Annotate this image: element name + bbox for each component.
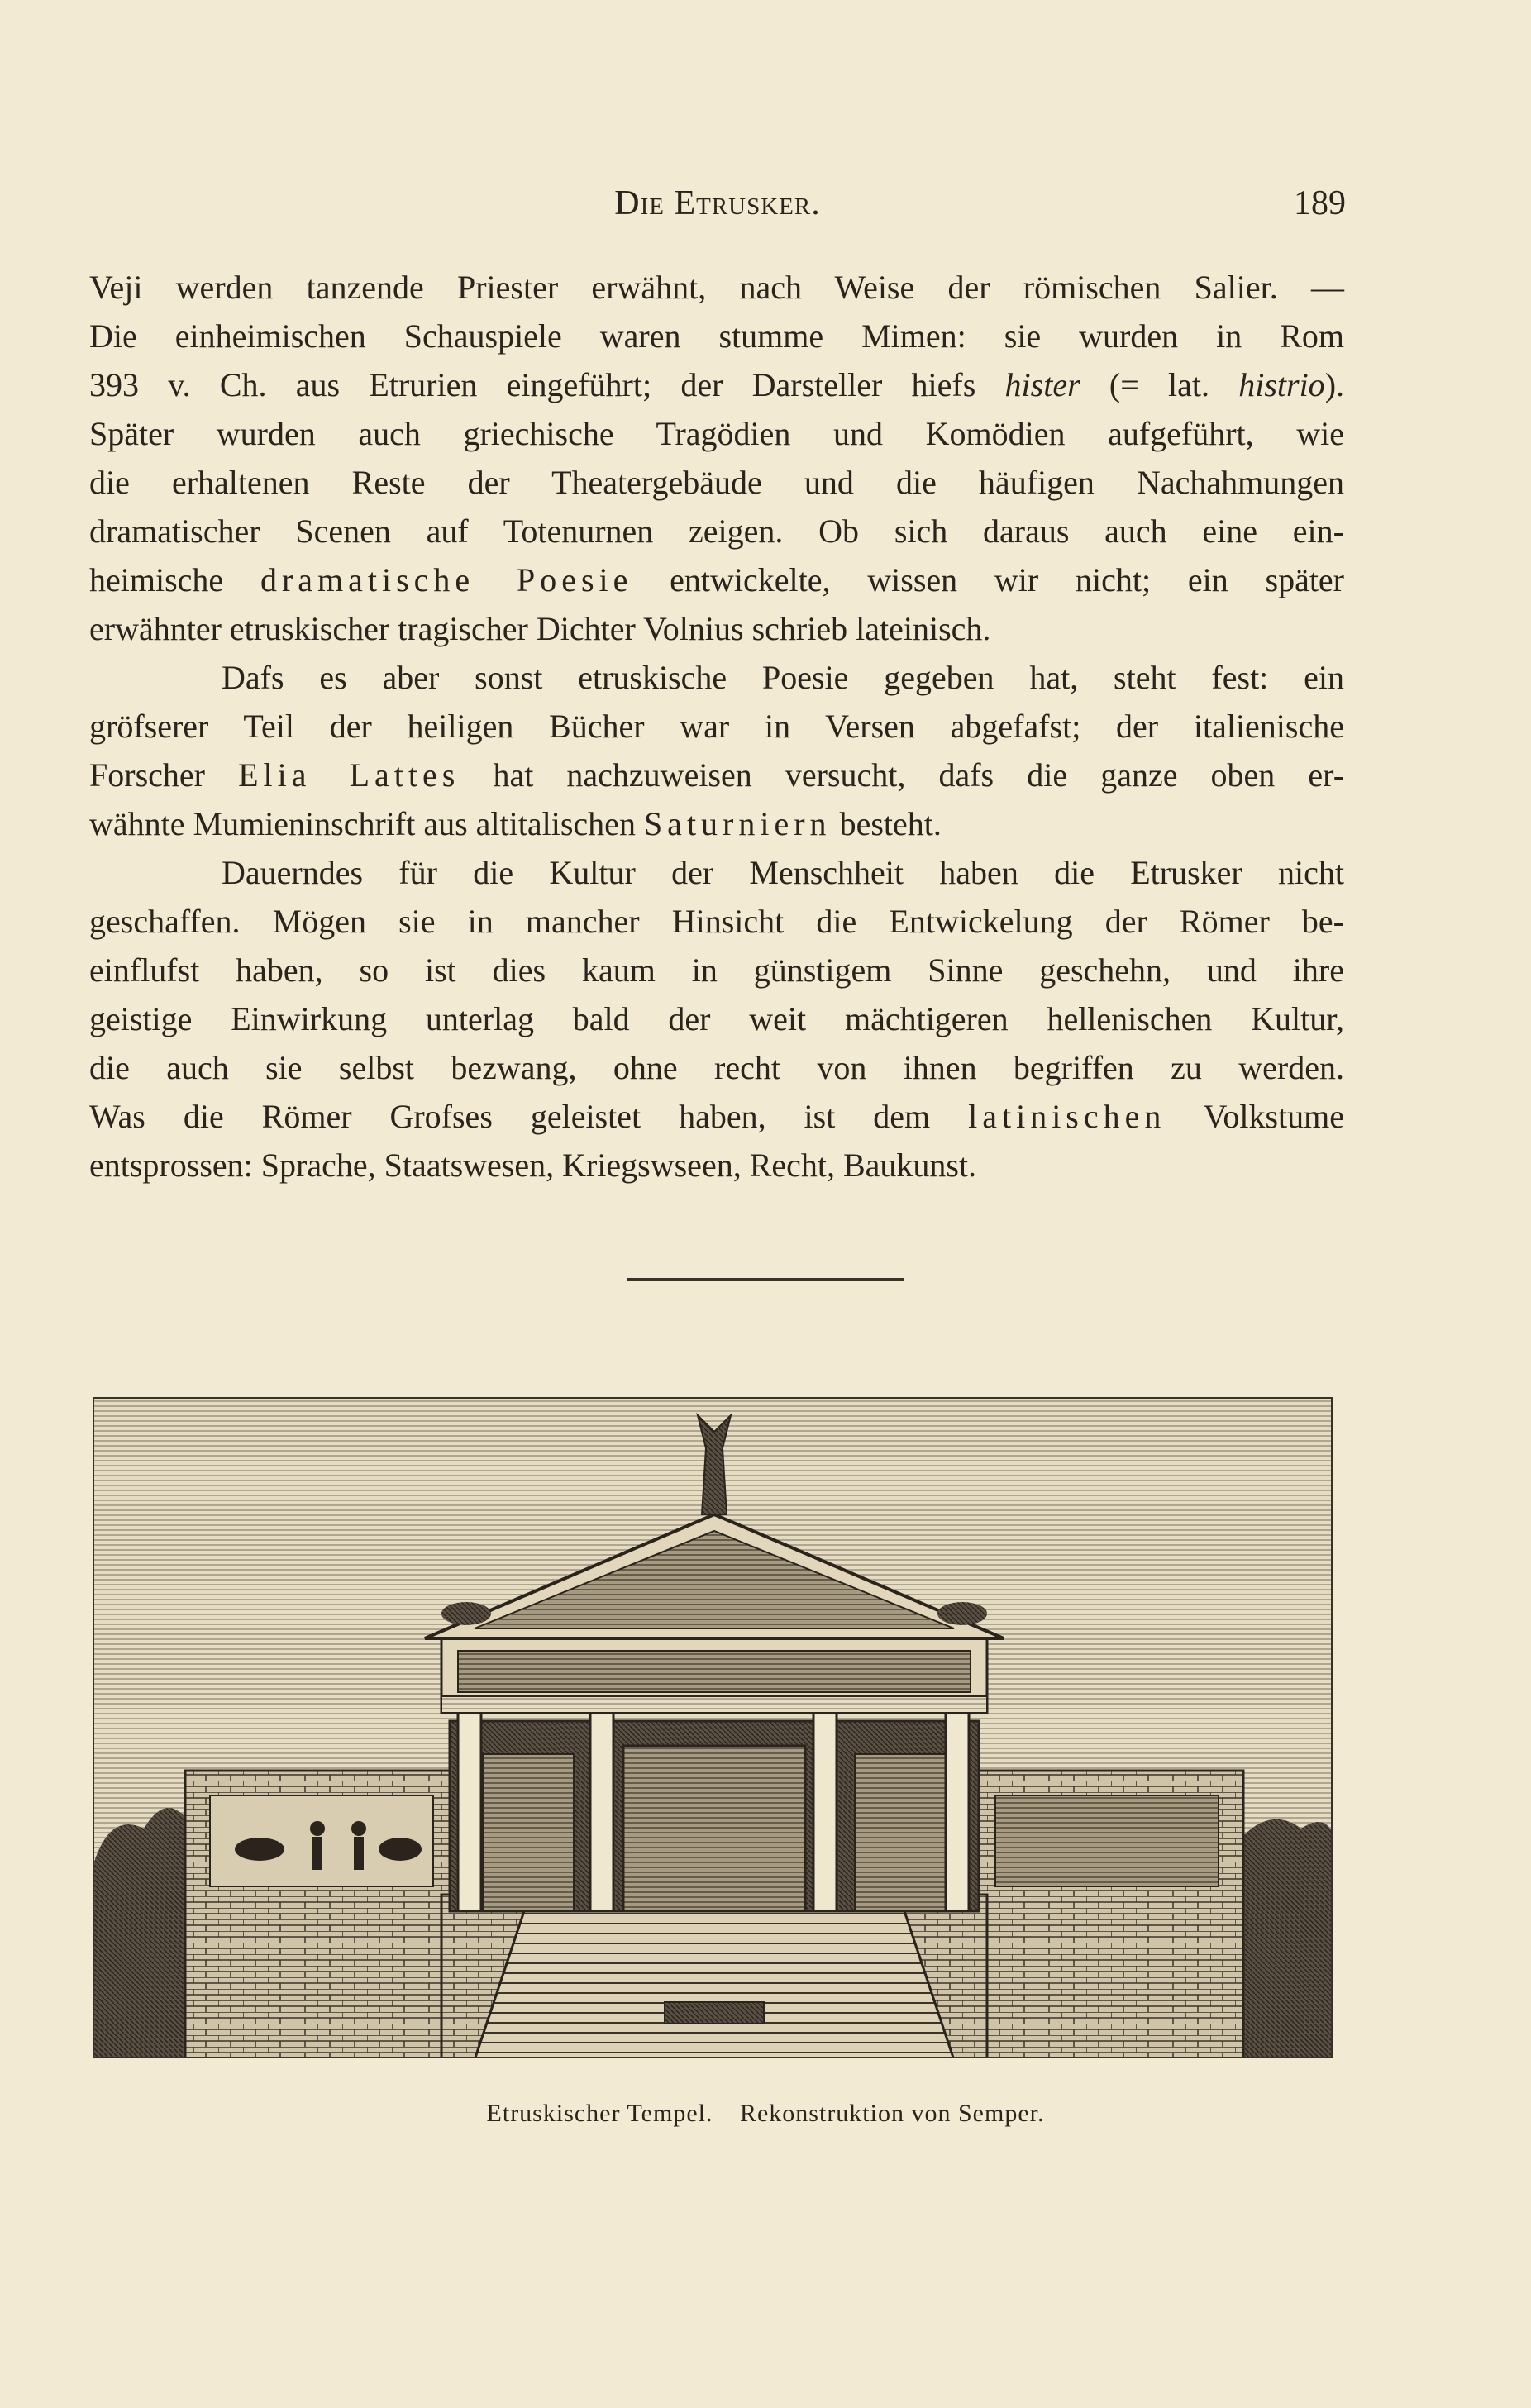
text-line: Die einheimischen Schauspiele waren stumme Mimen: sie wurden in Rom (89, 317, 1344, 355)
text-line: geschaffen. Mögen sie in mancher Hinsicht die Entwickelung der Römer be- (89, 903, 1344, 940)
acroterion-left (441, 1602, 491, 1625)
caption-credit: Rekonstruktion von Semper. (739, 2100, 1045, 2127)
text-line: die auch sie selbst bezwang, ohne recht von ihnen begriffen zu werden. (89, 1049, 1344, 1086)
text-line: gröfserer Teil der heiligen Bücher war in Versen abgefafst; der italienische (89, 708, 1344, 745)
text-line: entsprossen: Sprache, Staatswesen, Kriegswseen, Recht, Baukunst. (89, 1147, 977, 1184)
text-line: erwähnter etruskischer tragischer Dichter Volnius schrieb lateinisch. (89, 610, 991, 647)
entablature-cornice (441, 1696, 987, 1713)
tree-right (1235, 1819, 1333, 2058)
text-line: einflufst haben, so ist dies kaum in günstigem Sinne geschehn, und ihre (89, 951, 1344, 989)
acroterion-right (937, 1602, 987, 1625)
text-line: geistige Einwirkung unterlag bald der weit mächtigeren hellenischen Kultur, (89, 1000, 1344, 1037)
right-door (855, 1754, 946, 1911)
text-line: Dauerndes für die Kultur der Menschheit haben die Etrusker nicht (222, 854, 1344, 891)
text-line: Forscher Elia Lattes hat nachzuweisen versucht, dafs die ganze oben er- (89, 756, 1345, 794)
temple-steps (475, 1911, 954, 2058)
text-line: Was die Römer Grofses geleistet haben, ist dem latinischen Volkstume (89, 1098, 1344, 1135)
tree-left (94, 1808, 193, 2058)
caption-title: Etruskischer Tempel. (486, 2100, 713, 2127)
page-header (89, 184, 1346, 233)
text-line: 393 v. Ch. aus Etrurien eingeführt; der Darsteller hiefs hister (= lat. histrio). (89, 366, 1345, 403)
right-frieze (995, 1795, 1219, 1886)
text-line: heimische dramatische Poesie entwickelte, wissen wir nicht; ein später (89, 561, 1345, 598)
text-line: die erhaltenen Reste der Theatergebäude und die häufigen Nachahmungen (89, 464, 1344, 501)
text-line: Später wurden auch griechische Tragödien und Komödien aufgeführt, wie (89, 415, 1344, 452)
text-line: dramatischer Scenen auf Totenurnen zeigen. Ob sich daraus auch eine ein- (89, 513, 1344, 550)
running-title: Die Etrusker. (614, 184, 821, 222)
section-divider (627, 1278, 904, 1281)
page-number: 189 (1294, 184, 1346, 222)
entablature-frieze (458, 1651, 971, 1692)
left-door (483, 1754, 574, 1911)
temple-illustration (93, 1397, 1333, 2058)
body-text (89, 263, 1344, 1190)
text-line: Dafs es aber sonst etruskische Poesie gegeben hat, steht fest: ein (222, 659, 1344, 696)
figure-caption (0, 2100, 1531, 2128)
temple-engraving (94, 1399, 1333, 2058)
text-line: Veji werden tanzende Priester erwähnt, nach Weise der römischen Salier. — (89, 269, 1344, 306)
temple-door (623, 1746, 805, 1911)
altar (665, 2002, 764, 2024)
text-line: wähnte Mumieninschrift aus altitalischen Saturniern besteht. (89, 805, 942, 842)
